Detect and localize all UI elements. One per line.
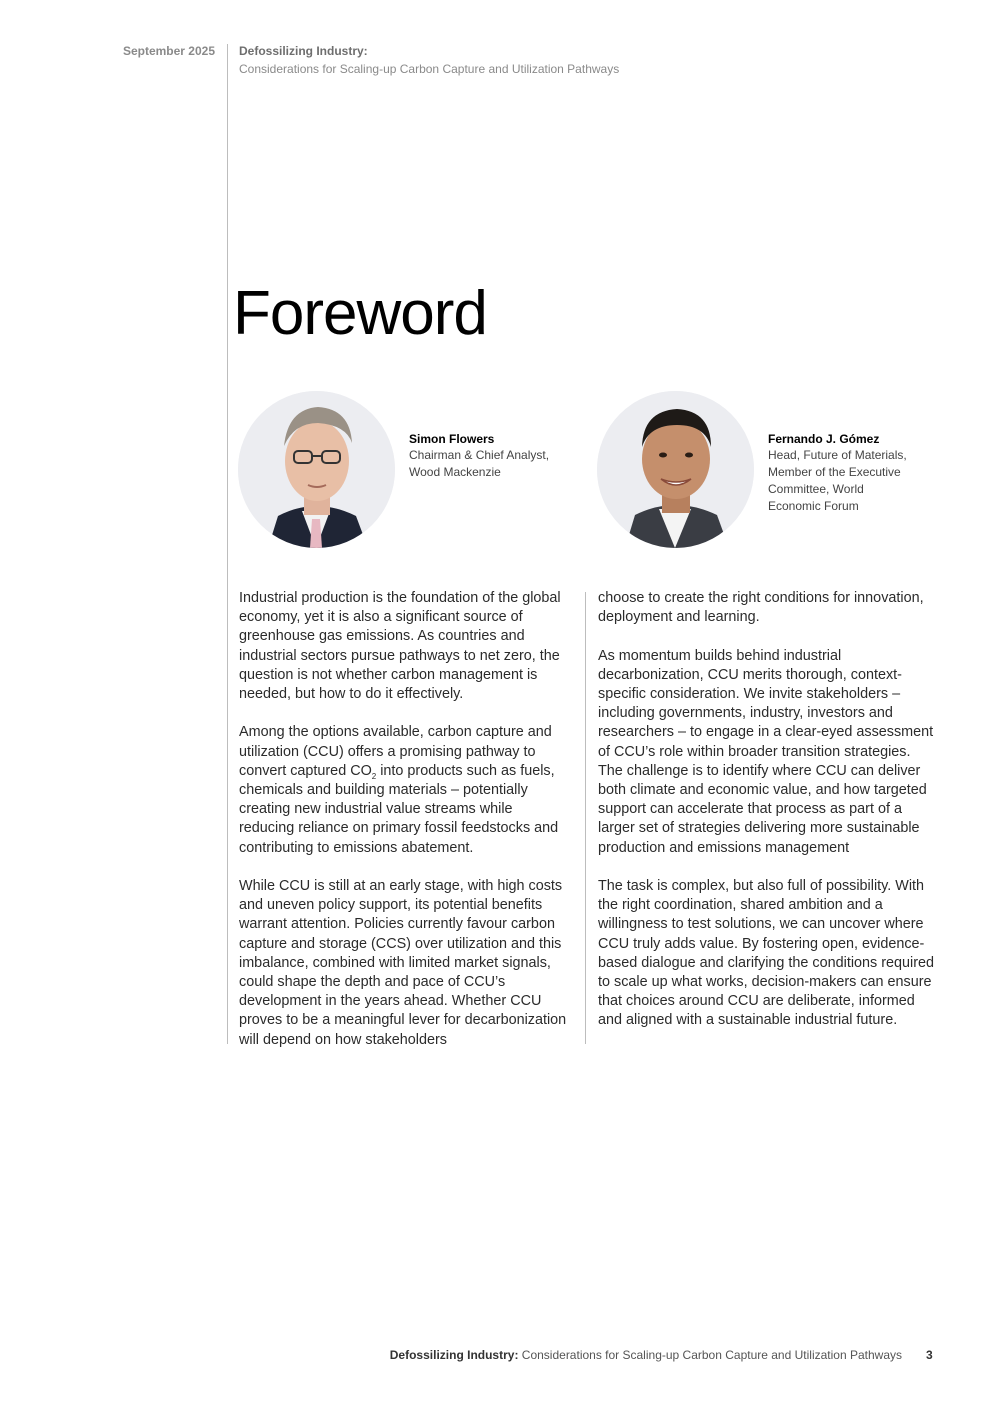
paragraph: choose to create the right conditions for innovation, deployment and learning.	[598, 590, 924, 626]
person-name-1: Simon Flowers	[409, 432, 495, 446]
person-role-2: Head, Future of Materials, Member of the Executive Committee, World Economic Forum	[768, 448, 907, 513]
paragraph: The task is complex, but also full of possibility. With the right coordination, shared ambition and a willingness to test solutions, we can uncover where CCU truly adds value. By fostering open, evidence-based dialogue and clarifying the conditions required to scale up what works, decision-makers can ensure that choices around CCU are deliberate, informed and aligned with a sustainable industrial future.	[598, 878, 935, 1029]
paragraph-text: Among the options available, carbon capture and utilization (CCU) offers a promising pathway to convert captured CO	[239, 724, 552, 779]
header-subtitle: Considerations for Scaling-up Carbon Capture and Utilization Pathways	[239, 62, 620, 76]
column-divider	[585, 592, 586, 1044]
subscript: 2	[371, 771, 377, 781]
paragraph: While CCU is still at an early stage, with high costs and uneven policy support, its potential benefits warrant attention. Policies currently favour carbon capture and storage (CCS) over utilization and this imbalance, combined with limited market signals, could shape the depth and pace of CCU’s development in the years ahead. Whether CCU proves to be a meaningful lever for decarbonization will depend on how stakeholders	[239, 878, 567, 1048]
paragraph-text: into products such as fuels, chemicals and building materials – potentially creating new industrial value streams while reducing reliance on primary fossil feedstocks and contributing to emissions abatement.	[239, 762, 559, 856]
page-number: 3	[926, 1348, 933, 1362]
header-title: Defossilizing Industry:	[239, 44, 368, 58]
paragraph: Industrial production is the foundation of the global economy, yet it is also a significant source of greenhouse gas emissions. As countries and industrial sectors pursue pathways to net zero, the question is not whether carbon management is needed, but how to do it effectively.	[239, 590, 561, 703]
header-date: September 2025	[122, 44, 215, 58]
footer-title-bold: Defossilizing Industry:	[389, 1348, 519, 1362]
person-name-2: Fernando J. Gómez	[768, 432, 880, 446]
person-role-1: Chairman & Chief Analyst, Wood Mackenzie	[409, 448, 550, 479]
page-title: Foreword	[233, 279, 487, 348]
body-column-2	[598, 589, 938, 1031]
portrait-fernando-gomez	[597, 391, 754, 548]
footer-title-rest: Considerations for Scaling-up Carbon Capture and Utilization Pathways	[518, 1348, 902, 1362]
header-divider	[227, 44, 228, 1044]
footer-title	[390, 1348, 902, 1362]
portrait-simon-flowers	[238, 391, 395, 548]
body-column-1	[239, 589, 569, 1050]
paragraph	[239, 723, 569, 857]
paragraph: As momentum builds behind industrial decarbonization, CCU merits thorough, context-specific consideration. We invite stakeholders – including governments, industry, investors and researchers – to engage in a clear-eyed assessment of CCU’s role within broader transition strategies. The challenge is to identify where CCU can deliver both climate and economic value, and how targeted support can accelerate that process as part of a larger set of strategies delivering more sustainable production and emissions management	[598, 647, 934, 856]
